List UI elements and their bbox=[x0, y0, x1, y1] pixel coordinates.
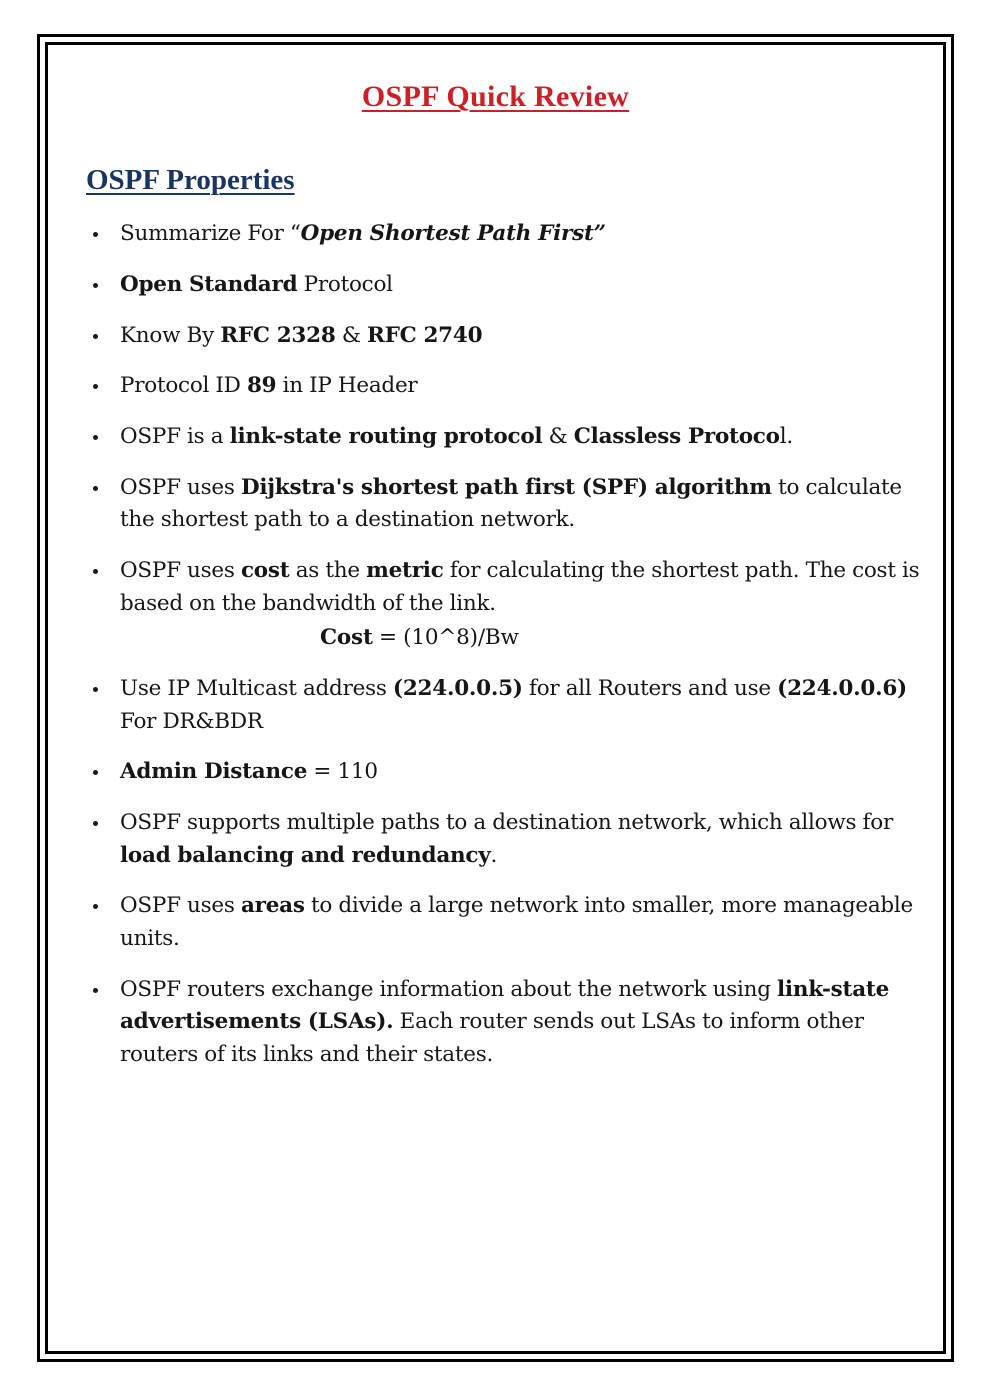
text-run: = 110 bbox=[307, 759, 378, 785]
text-run: 89 bbox=[246, 373, 277, 399]
text-run: to calculate the shortest path to a destination network. bbox=[120, 474, 902, 533]
text-run: OSPF uses bbox=[120, 558, 241, 584]
text-run: l. bbox=[779, 424, 793, 450]
list-item-areas bbox=[48, 890, 943, 955]
text-run: (224.0.0.6) bbox=[777, 676, 907, 702]
text-run: as the bbox=[289, 558, 367, 584]
cost-formula bbox=[120, 620, 933, 655]
text-run: & bbox=[542, 424, 574, 450]
text-run: in IP Header bbox=[276, 373, 418, 399]
document-content bbox=[48, 48, 943, 1348]
list-item-text bbox=[120, 977, 889, 1067]
text-run: Summarize For “ bbox=[120, 221, 301, 247]
text-run: . bbox=[490, 842, 498, 868]
text-run: OSPF uses bbox=[120, 474, 241, 500]
text-run: link-state advertisements (LSAs). bbox=[120, 976, 890, 1035]
text-run: areas bbox=[240, 893, 305, 919]
list-item-text bbox=[120, 893, 913, 951]
list-item-dijkstra-spf bbox=[48, 472, 943, 537]
section-heading bbox=[48, 115, 943, 197]
list-item-text bbox=[120, 676, 907, 734]
text-run: OSPF is a bbox=[120, 424, 230, 450]
text-run: OSPF routers exchange information about the network using bbox=[120, 976, 778, 1002]
text-run: & bbox=[335, 322, 368, 348]
text-run: Admin Distance bbox=[120, 759, 308, 785]
text-run: metric bbox=[366, 558, 444, 584]
text-run: link-state routing protocol bbox=[229, 424, 543, 450]
list-item-multicast-addresses bbox=[48, 673, 943, 738]
list-item-load-balancing bbox=[48, 807, 943, 872]
text-run: Open Standard bbox=[120, 272, 298, 298]
text-run: = (10^8)/Bw bbox=[372, 625, 519, 651]
list-item-protocol-id bbox=[48, 370, 943, 403]
list-item-text: Summarize For “Open Shortest Path First” bbox=[120, 221, 606, 247]
list-item-cost-metric bbox=[48, 555, 943, 655]
text-run: Classless Protoco bbox=[573, 424, 780, 450]
text-run: Use IP Multicast address bbox=[120, 676, 393, 702]
text-run: Protocol bbox=[297, 272, 393, 298]
list-item-summarize-for bbox=[48, 218, 943, 251]
text-run: RFC 2740 bbox=[367, 322, 483, 348]
text-run: Dijkstra's shortest path first (SPF) algorithm bbox=[240, 474, 772, 500]
list-item-text bbox=[120, 323, 482, 348]
text-run: for all Routers and use bbox=[522, 676, 778, 702]
text-run: (224.0.0.5) bbox=[392, 676, 523, 702]
text-run: OSPF supports multiple paths to a destination network, which allows for bbox=[120, 810, 893, 836]
page-title bbox=[48, 48, 943, 115]
list-item-lsa-exchange bbox=[48, 974, 943, 1072]
list-item-text bbox=[120, 272, 393, 297]
list-item-text bbox=[120, 558, 919, 616]
ospf-properties-list bbox=[48, 196, 943, 1071]
list-item-known-by-rfc bbox=[48, 320, 943, 353]
list-item-text bbox=[120, 373, 417, 398]
text-run: OSPF uses bbox=[120, 893, 241, 919]
page-title-text: OSPF Quick Review bbox=[361, 80, 630, 113]
text-run: Protocol ID bbox=[120, 373, 247, 399]
section-heading-text: OSPF Properties bbox=[86, 163, 295, 196]
list-item-text bbox=[120, 475, 902, 533]
list-item-open-standard bbox=[48, 269, 943, 302]
text-run: load balancing and redundancy bbox=[120, 842, 491, 868]
text-run: Each router sends out LSAs to inform other routers of its links and their states. bbox=[120, 1009, 864, 1068]
text-run: RFC 2328 bbox=[220, 322, 336, 348]
text-run: to divide a large network into smaller, more manageable units. bbox=[120, 893, 914, 952]
list-item-text bbox=[120, 424, 793, 449]
list-item-text bbox=[120, 759, 378, 784]
text-run: for calculating the shortest path. The cost is based on the bandwidth of the link. bbox=[120, 558, 920, 616]
text-run: For DR&BDR bbox=[120, 708, 263, 734]
list-item-admin-distance bbox=[48, 756, 943, 789]
text-run: Cost bbox=[320, 625, 373, 651]
list-item-text bbox=[120, 810, 893, 868]
text-run: Know By bbox=[120, 322, 221, 348]
text-run: cost bbox=[240, 558, 290, 584]
list-item-link-state-classless bbox=[48, 421, 943, 454]
